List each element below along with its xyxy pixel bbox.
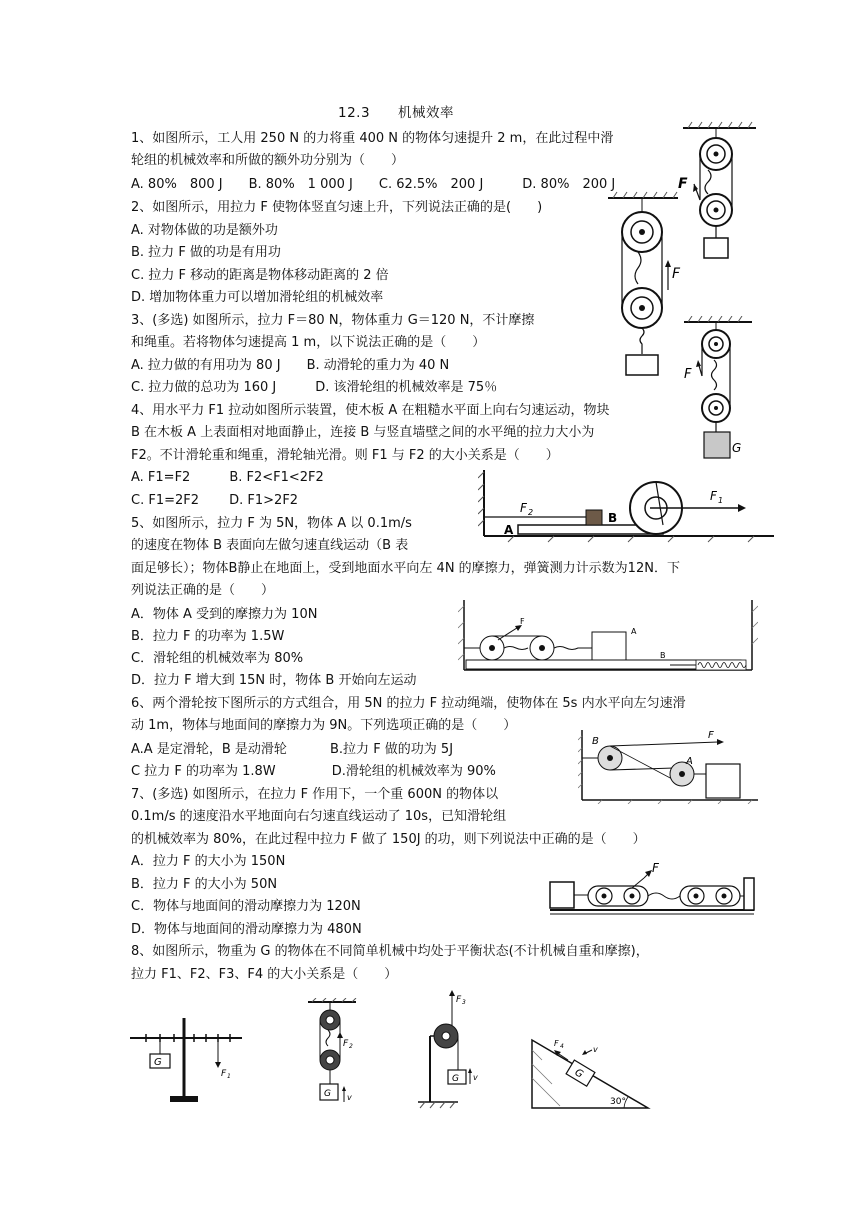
q3-options-cd: C. 拉力做的总功为 160 J D. 该滑轮组的机械效率是 75％ (131, 380, 498, 395)
q5-block-label: A (631, 627, 637, 636)
q5-line3: 面足够长）；物体B静止在地面上，受到地面水平向左 4N 的摩擦力，弹簧测力计示数为12N．下 (131, 561, 680, 576)
q2-option-b: B. 拉力 F 做的功是有用功 (131, 245, 281, 260)
q2-option-c: C. 拉力 F 移动的距离是物体移动距离的 2 倍 (131, 268, 389, 283)
q5-line1: 5、如图所示，拉力 F 为 5N，物体 A 以 0.1m/s (131, 516, 412, 531)
q1-line1: 1、如图所示，工人用 250 N 的力将重 400 N 的物体匀速提升 2 m，在此过程中滑 (131, 131, 614, 146)
q6-force-label: F (708, 730, 714, 741)
q8-pulley2-force-sub: 2 (349, 1043, 353, 1050)
q8-pulley3-figure (418, 990, 488, 1110)
q8-pulley2-velocity-label: v (347, 1093, 352, 1102)
q8-incline-velocity-label: v (593, 1045, 598, 1054)
q8-pulley3-force-label: F (456, 995, 462, 1005)
q3-force-label: F (684, 367, 692, 382)
q7-option-c: C．物体与地面间的滑动摩擦力为 120N (131, 899, 361, 914)
q7-option-d: D．物体与地面间的滑动摩擦力为 480N (131, 922, 362, 937)
q7-force-label: F (652, 861, 659, 875)
q8-lever-weight-label: G (154, 1057, 162, 1068)
q5-line4: 列说法正确的是（ ） (131, 583, 275, 598)
q8-incline-force-label: F (554, 1039, 559, 1048)
q7-pulley-figure (548, 858, 758, 920)
q7-line1: 7、(多选) 如图所示，在拉力 F 作用下，一个重 600N 的物体以 (131, 787, 499, 802)
q7-line2: 0.1m/s 的速度沿水平地面向右匀速直线运动了 10s，已知滑轮组 (131, 809, 507, 824)
q8-line2: 拉力 F1、F2、F3、F4 的大小关系是（ ） (131, 967, 398, 982)
page-title: 12.3 机械效率 (338, 105, 455, 121)
q5-force-label: F (520, 617, 525, 626)
q6-options-ab: A.A 是定滑轮，B 是动滑轮 B.拉力 F 做的功为 5J (131, 742, 454, 757)
q7-option-b: B．拉力 F 的大小为 50N (131, 877, 278, 892)
q8-incline-figure (530, 1036, 652, 1112)
q5-line2: 的速度在物体 B 表面向左做匀速直线运动（B 表 (131, 538, 409, 553)
q8-pulley2-weight-label: G (324, 1089, 331, 1099)
q8-pulley3-weight-label: G (452, 1074, 459, 1084)
q5-board-label: B (660, 651, 666, 660)
q4-line2: B 在木板 A 上表面相对地面静止，连接 B 与竖直墙壁之间的水平绳的拉力大小为 (131, 425, 595, 440)
q4-force1-label: F (710, 489, 717, 503)
q7-option-a: A．拉力 F 的大小为 150N (131, 854, 286, 869)
q4-board-figure (478, 468, 778, 544)
q3-options-ab: A. 拉力做的有用功为 80 J B. 动滑轮的重力为 40 N (131, 358, 450, 373)
q8-lever-force-label: F (221, 1069, 227, 1079)
q8-lever-force-sub: 1 (227, 1073, 231, 1080)
q7-line3: 的机械效率为 80%，在此过程中拉力 F 做了 150J 的功，则下列说法中正确的是（ ） (131, 832, 646, 847)
q5-option-c: C．滑轮组的机械效率为 80% (131, 651, 304, 666)
q5-option-b: B．拉力 F 的功率为 1.5W (131, 629, 285, 644)
q4-line3: F2。不计滑轮重和绳重，滑轮轴光滑。则 F1 与 F2 的大小关系是（ ） (131, 448, 559, 463)
q4-block-label: B (608, 511, 618, 525)
q5-option-d: D．拉力 F 增大到 15N 时，物体 B 开始向左运动 (131, 673, 417, 688)
q2-option-a: A. 对物体做的功是额外功 (131, 223, 278, 238)
q8-pulley2-figure (300, 998, 370, 1110)
q3-weight-label: G (732, 441, 742, 455)
q3-line2: 和绳重。若将物体匀速提高 1 m，以下说法正确的是（ ） (131, 335, 486, 350)
q6-pulley-b-label: B (592, 736, 599, 747)
q2-line1: 2、如图所示，用拉力 F 使物体竖直匀速上升，下列说法正确的是( ) (131, 200, 543, 215)
q4-line1: 4、用水平力 F1 拉动如图所示装置，使木板 A 在粗糙水平面上向右匀速运动，物块 (131, 403, 610, 418)
q8-incline-weight-label: G (572, 1067, 585, 1081)
q4-force2-label: F (520, 501, 527, 515)
q1-force-label: F (678, 176, 688, 192)
q5-option-a: A．物体 A 受到的摩擦力为 10N (131, 607, 318, 622)
q2-option-d: D. 增加物体重力可以增加滑轮组的机械效率 (131, 290, 384, 305)
q8-incline-angle-label: 30° (610, 1097, 626, 1107)
q6-line1: 6、两个滑轮按下图所示的方式组合，用 5N 的拉力 F 拉动绳端，使物体在 5s 内水平向左匀速滑 (131, 696, 686, 711)
q8-pulley2-force-label: F (343, 1039, 349, 1049)
q6-options-cd: C 拉力 F 的功率为 1.8W D.滑轮组的机械效率为 90% (131, 764, 496, 779)
q4-force1-sub: 1 (718, 496, 724, 505)
q8-line1: 8、如图所示，物重为 G 的物体在不同简单机械中均处于平衡状态(不计机械自重和摩擦)， (131, 944, 649, 959)
q3-line1: 3、(多选) 如图所示，拉力 F＝80 N，物体重力 G＝120 N，不计摩擦 (131, 313, 535, 328)
q4-options-cd: C. F1=2F2 D. F1>2F2 (131, 493, 299, 508)
q8-pulley3-force-sub: 3 (462, 999, 466, 1006)
q4-options-ab: A. F1=F2 B. F2<F1<2F2 (131, 470, 324, 485)
q3-pulley-figure (684, 316, 754, 468)
q8-lever-figure (130, 1010, 245, 1110)
q6-pulley-a-label: A (686, 756, 693, 767)
q4-force2-sub: 2 (528, 508, 534, 517)
q6-line2: 动 1m，物体与地面间的摩擦力为 9N。下列选项正确的是（ ） (131, 718, 517, 733)
q5-pulley-figure (458, 598, 758, 678)
q4-board-label: A (504, 523, 514, 537)
q2-pulley-figure (608, 190, 693, 380)
q8-incline-force-sub: 4 (560, 1043, 564, 1050)
q1-options: A. 80% 800 J B. 80% 1 000 J C. 62.5% 200 J D. 80% 200 J (131, 177, 616, 192)
q6-pulley-figure (578, 728, 760, 804)
q8-pulley3-velocity-label: v (473, 1073, 478, 1082)
q2-force-label: F (672, 266, 681, 282)
q1-line2: 轮组的机械效率和所做的额外功分别为（ ） (131, 153, 405, 168)
